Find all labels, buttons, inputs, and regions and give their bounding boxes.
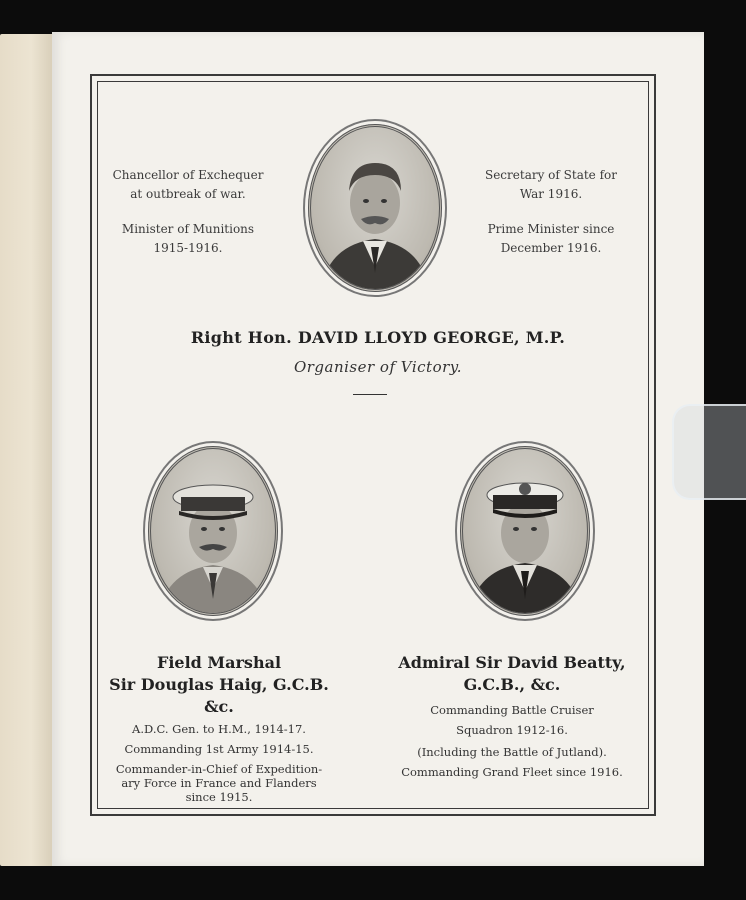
haig-line-commander: Commander-in-Chief of Expedition- ary Force in France and Flanders since 1915. (115, 762, 323, 804)
beatty-section (386, 652, 638, 785)
haig-portrait (148, 446, 278, 616)
divider-rule (353, 394, 387, 395)
beatty-line-squadron: Commanding Battle Cruiser Squadron 1912-16. (430, 703, 594, 737)
beatty-honours: G.C.B., &c. (463, 675, 561, 694)
haig-line-army: Commanding 1st Army 1914-15. (124, 742, 314, 756)
haig-line-adc: A.D.C. Gen. to H.M., 1914-17. (132, 722, 306, 736)
beatty-line-grand-fleet: Commanding Grand Fleet since 1916. (401, 765, 623, 779)
note-chancellor: Chancellor of Exchequer at outbreak of war. (112, 168, 264, 201)
lloyd-george-subtitle: Organiser of Victory. (293, 358, 463, 376)
beatty-rank: Admiral Sir David Beatty, (398, 653, 626, 672)
lloyd-george-portrait (308, 124, 442, 292)
haig-rank: Field Marshal (156, 653, 282, 672)
page-clip (672, 404, 746, 500)
lloyd-george-figure (311, 127, 439, 289)
lloyd-george-name: Right Hon. DAVID LLOYD GEORGE, M.P. (190, 328, 566, 347)
note-prime-minister: Prime Minister since December 1916. (487, 222, 615, 255)
beatty-portrait (460, 446, 590, 616)
haig-name: Sir Douglas Haig, G.C.B. &c. (109, 675, 329, 716)
haig-figure (151, 449, 275, 613)
facing-page-edge (0, 34, 52, 866)
note-munitions: Minister of Munitions 1915-1916. (121, 222, 255, 255)
haig-section (104, 652, 334, 809)
beatty-figure (463, 449, 587, 613)
note-secretary: Secretary of State for War 1916. (484, 168, 617, 201)
beatty-line-jutland: (Including the Battle of Jutland). (417, 745, 607, 759)
booklet-page (52, 32, 704, 866)
lloyd-george-notes-left (108, 166, 268, 274)
lloyd-george-notes-right (476, 166, 626, 274)
